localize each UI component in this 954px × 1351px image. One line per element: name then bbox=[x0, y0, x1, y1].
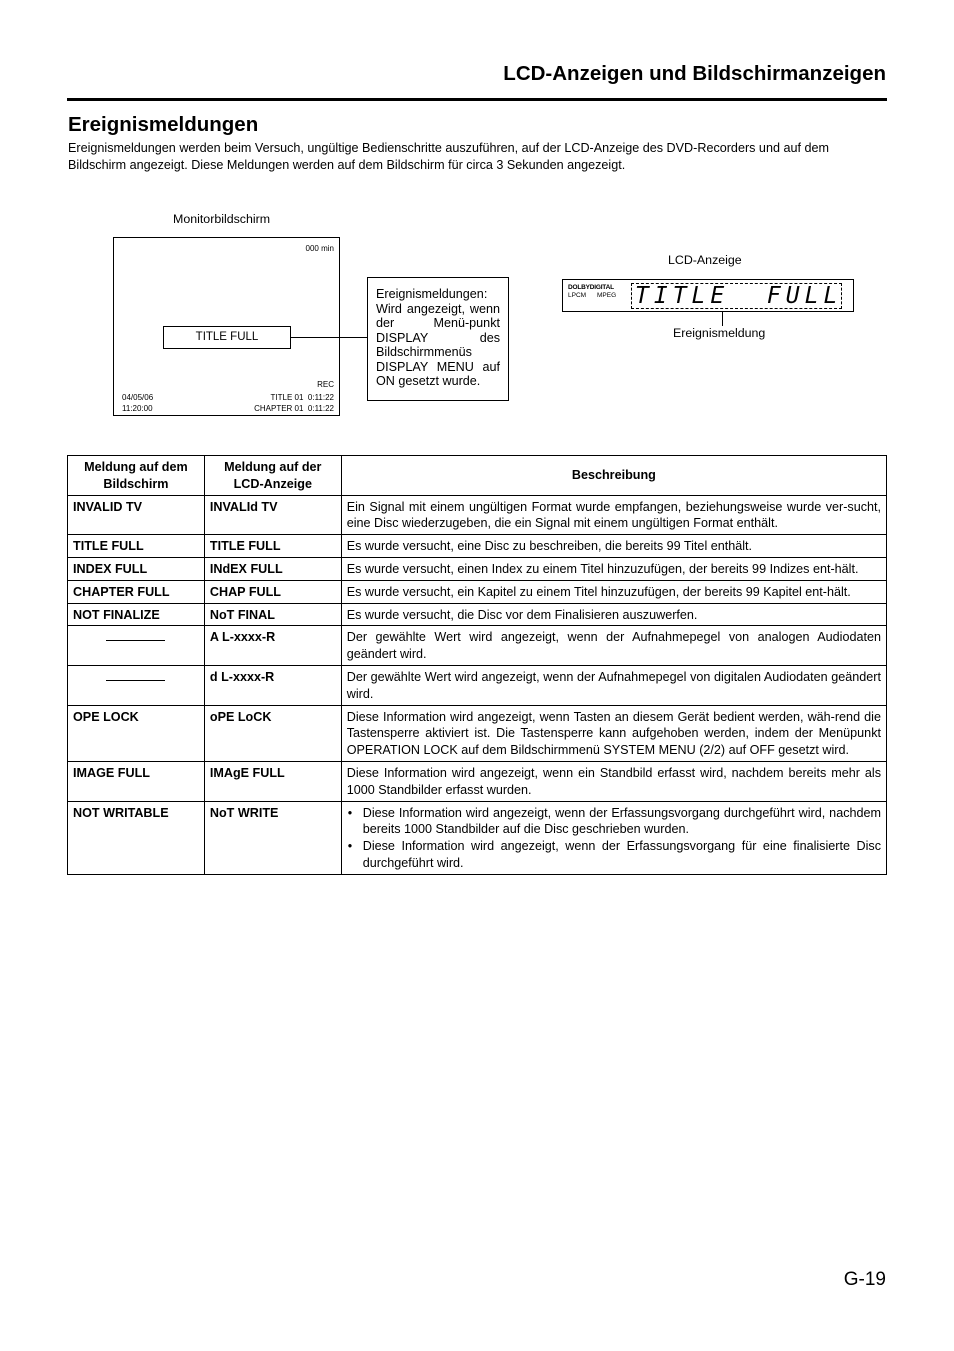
table-row bbox=[68, 705, 887, 761]
cell-description: Es wurde versucht, die Disc vor dem Finalisieren auszuwerfen. bbox=[341, 603, 886, 626]
monitor-date: 04/05/06 bbox=[122, 393, 154, 402]
cell-lcd-message: d L-xxxx-R bbox=[204, 665, 341, 705]
table-row bbox=[68, 761, 887, 801]
cell-screen-message: IMAGE FULL bbox=[68, 761, 205, 801]
lcd-lpcm-indicator: LPCM bbox=[568, 292, 587, 299]
cell-description: Es wurde versucht, ein Kapitel zu einem Titel hinzuzufügen, der bereits 99 Kapitel ent-hält. bbox=[341, 580, 886, 603]
cell-lcd-message: oPE LoCK bbox=[204, 705, 341, 761]
description-bullets bbox=[347, 805, 881, 872]
monitor-chapter-counter: CHAPTER 01 0:11:22 bbox=[254, 404, 334, 413]
cell-screen-message: INVALID TV bbox=[68, 495, 205, 535]
column-header-description: Beschreibung bbox=[341, 456, 886, 496]
page-number: G-19 bbox=[843, 1269, 886, 1290]
cell-lcd-message: IMAgE FULL bbox=[204, 761, 341, 801]
cell-description: Es wurde versucht, eine Disc zu beschreiben, die bereits 99 Titel enthält. bbox=[341, 535, 886, 558]
cell-screen-message: OPE LOCK bbox=[68, 705, 205, 761]
event-pointer-line bbox=[722, 312, 723, 326]
cell-lcd-message: INVALId TV bbox=[204, 495, 341, 535]
no-message-dash bbox=[106, 680, 165, 681]
table-row bbox=[68, 603, 887, 626]
cell-lcd-message: A L-xxxx-R bbox=[204, 626, 341, 666]
cell-description: Der gewählte Wert wird angezeigt, wenn der Aufnahmepegel von analogen Audiodaten geändert wird. bbox=[341, 626, 886, 666]
cell-lcd-message: TITLE FULL bbox=[204, 535, 341, 558]
column-header-screen: Meldung auf dem Bildschirm bbox=[68, 456, 205, 496]
monitor-clock: 11:20:00 bbox=[122, 404, 153, 413]
cell-screen-message: NOT WRITABLE bbox=[68, 801, 205, 874]
monitor-remaining-time: 000 min bbox=[305, 244, 334, 253]
monitor-title-counter: TITLE 01 0:11:22 bbox=[270, 393, 334, 402]
callout-box: Ereignismeldungen: Wird angezeigt, wenn der Menü-punkt DISPLAY des Bildschirmmenüs DISPLAY MENU auf ON gesetzt wurde. bbox=[367, 277, 509, 401]
monitor-event-message: TITLE FULL bbox=[163, 326, 291, 349]
header-rule bbox=[67, 98, 887, 101]
intro-paragraph: Ereignismeldungen werden beim Versuch, ungültige Bedienschritte auszuführen, auf der LCD-Anzeige des DVD-Recorders und auf dem Bildschirm angezeigt. Diese Meldungen werden auf dem Bildschirm für circa 3 Sekunden angezeigt. bbox=[68, 141, 829, 172]
lcd-label: LCD-Anzeige bbox=[668, 253, 742, 267]
cell-description-list bbox=[341, 801, 886, 874]
table-row bbox=[68, 801, 887, 874]
page-header-title: LCD-Anzeigen und Bildschirmanzeigen bbox=[503, 62, 886, 85]
cell-description: Es wurde versucht, einen Index zu einem Titel hinzuzufügen, der bereits 99 Indizes ent-hält. bbox=[341, 557, 886, 580]
cell-screen-message: TITLE FULL bbox=[68, 535, 205, 558]
cell-lcd-message: INdEX FULL bbox=[204, 557, 341, 580]
cell-screen-message: CHAPTER FULL bbox=[68, 580, 205, 603]
monitor-screen bbox=[113, 237, 340, 416]
monitor-rec-indicator: REC bbox=[317, 380, 334, 389]
cell-lcd-message: NoT WRITE bbox=[204, 801, 341, 874]
cell-screen-message: INDEX FULL bbox=[68, 557, 205, 580]
callout-connector-line bbox=[290, 337, 368, 338]
event-message-table bbox=[67, 455, 887, 875]
lcd-segment-text: TITLE FULL bbox=[631, 283, 842, 309]
no-message-dash bbox=[106, 640, 165, 641]
cell-description: Diese Information wird angezeigt, wenn Tasten an diesem Gerät bedient werden, wäh-rend die Tastensperre aktiviert ist. Die Tastensperre kann aufgehoben werden, indem der Menüpunkt OPERATION LOCK auf dem Bildschirmmenü SYSTEM MENU (2/2) auf OFF gesetzt wird. bbox=[341, 705, 886, 761]
cell-description: Der gewählte Wert wird angezeigt, wenn der Aufnahmepegel von digitalen Audiodaten geändert wird. bbox=[341, 665, 886, 705]
cell-screen-none bbox=[68, 665, 205, 705]
event-message-label: Ereignismeldung bbox=[673, 326, 766, 340]
table-row bbox=[68, 665, 887, 705]
cell-lcd-message: CHAP FULL bbox=[204, 580, 341, 603]
section-title: Ereignismeldungen bbox=[68, 113, 259, 136]
cell-description: Diese Information wird angezeigt, wenn ein Standbild erfasst wird, nachdem bereits mehr als 1000 Standbilder erfasst wurden. bbox=[341, 761, 886, 801]
column-header-lcd: Meldung auf der LCD-Anzeige bbox=[204, 456, 341, 496]
table-row bbox=[68, 626, 887, 666]
table-row bbox=[68, 495, 887, 535]
lcd-display bbox=[562, 279, 854, 312]
description-bullet-item: • Diese Information wird angezeigt, wenn der Erfassungsvorgang für eine finalisierte Disc durchgeführt wird. bbox=[347, 838, 881, 872]
monitor-label: Monitorbildschirm bbox=[173, 212, 271, 226]
description-bullet-item: • Diese Information wird angezeigt, wenn der Erfassungsvorgang durchgeführt wird, nachdem bereits 1000 Standbilder auf die Disc geschrieben wurden. bbox=[347, 805, 881, 839]
cell-screen-message: NOT FINALIZE bbox=[68, 603, 205, 626]
cell-lcd-message: NoT FINAL bbox=[204, 603, 341, 626]
lcd-dolby-indicator: DOLBYDIGITAL bbox=[568, 284, 614, 291]
table-row bbox=[68, 535, 887, 558]
table-row bbox=[68, 580, 887, 603]
lcd-mpeg-indicator: MPEG bbox=[597, 292, 617, 299]
cell-screen-none bbox=[68, 626, 205, 666]
cell-description: Ein Signal mit einem ungültigen Format wurde empfangen, beziehungsweise wurde ver-sucht, eine Disc wiederzugeben, die ein Signal mit einem ungültigen Format enthält. bbox=[341, 495, 886, 535]
table-row bbox=[68, 557, 887, 580]
